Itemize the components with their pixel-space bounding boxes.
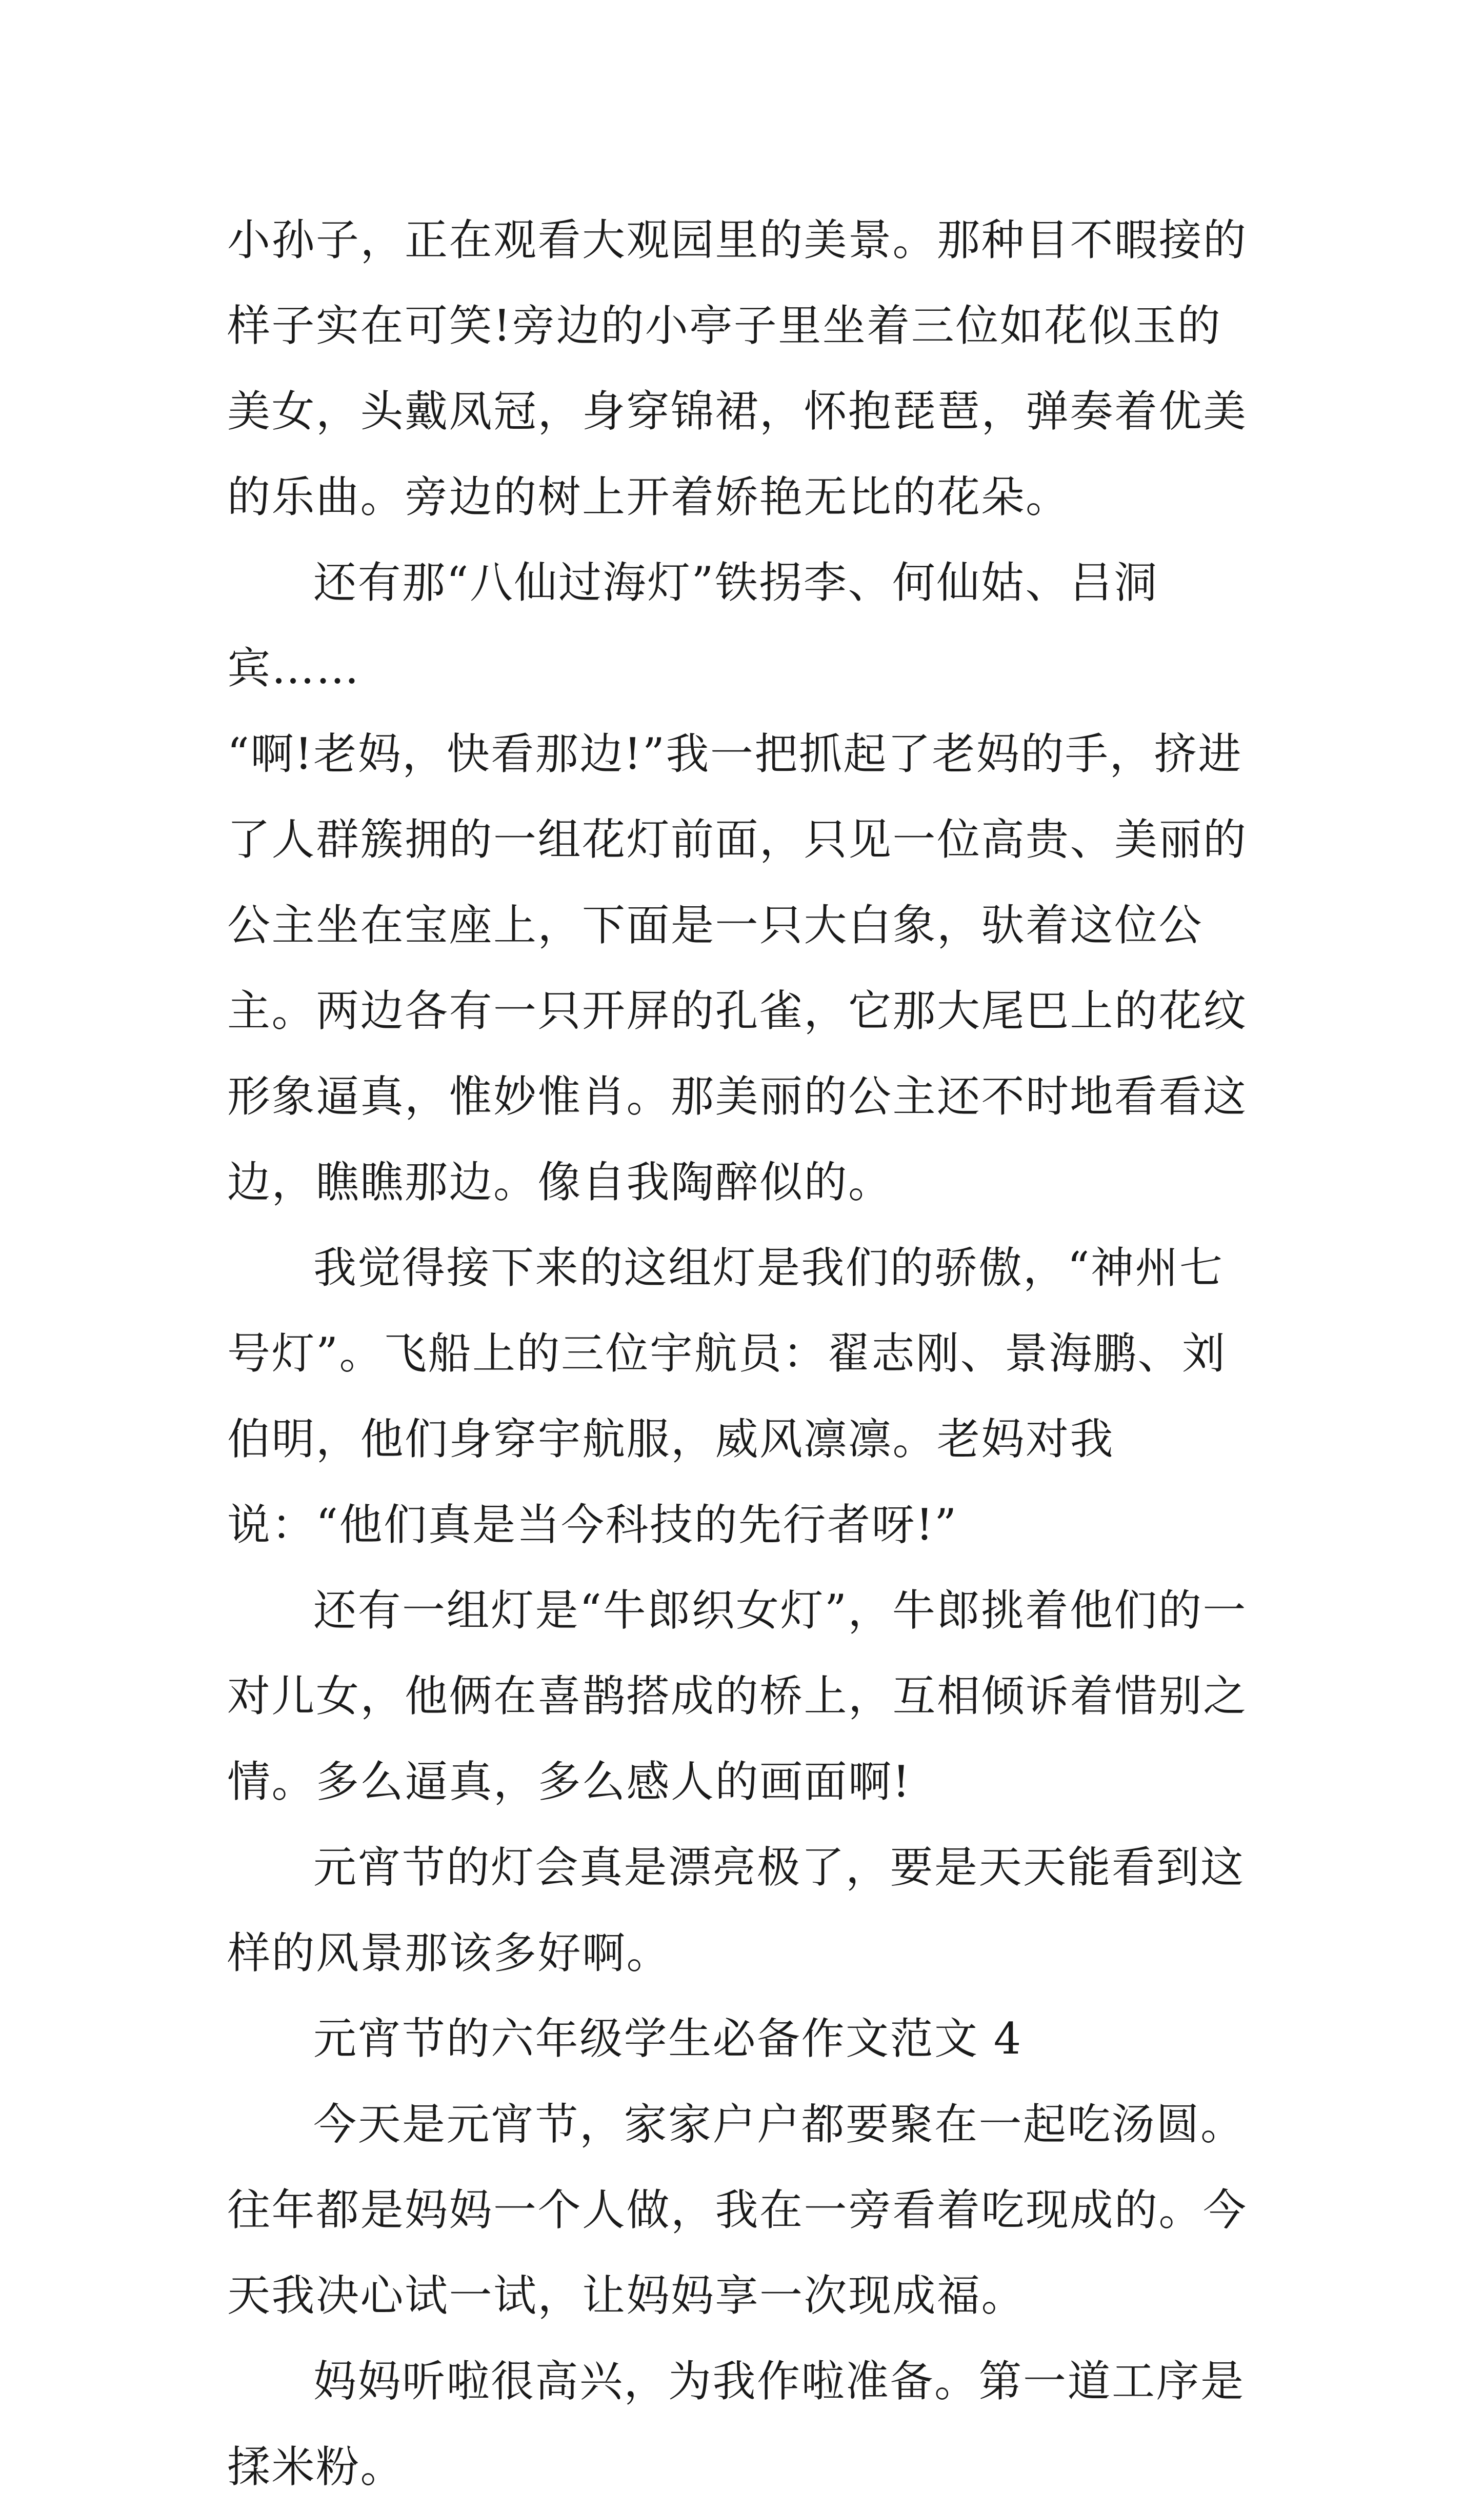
paragraph-6: 元宵节的灯会真是漂亮极了，要是天天能看到这样的风景那该多好啊。	[227, 1842, 1245, 1978]
paragraph-7: 今天是元宵节，家家户户都要聚在一起吃汤圆。往年都是妈妈一个人做，我在一旁看着吃现成的。今天我决心试一试，让妈妈享一次现成福。	[227, 2099, 1248, 2321]
paragraph-4: 我觉得接下来的这组灯是我们的骄傲，“神州七号灯”。飞船上的三位宇航员：翟志刚、景海鹏、刘伯明，他们身穿宇航服，威风凛凛。老妈对我说：“他们真是当今科技的先行者呀!”	[227, 1243, 1227, 1550]
paragraph-8: 妈妈听啦很高兴，为我作啦准备。第一道工序是揉米粉。	[227, 2356, 1245, 2492]
paragraph-1: 小孙子，正在观看大观园里的美景。那种目不暇接的样子实在可笑!旁边的小亭子里坐着三位如花似玉的美女，头戴凤冠，身穿锦裙，怀抱琵琶，弹奏着优美的乐曲。旁边的树上开着娇艳无比的花朵。	[227, 215, 1248, 522]
essay-body	[227, 197, 1258, 2510]
paragraph-5: 还有一组灯是“牛郎织女灯”，牛郎挑着他们的一对儿女，他俩在喜鹊搭成的桥上，互相倾诉着惜别之情。多么逼真，多么感人的画面啊!	[227, 1585, 1248, 1807]
paragraph-3: “啊!老妈，快看那边!”我一把抓起了老妈的手，挤进了人群簇拥的一组花灯前面，只见一位高贵、美丽的公主坐在宝座上，下面是一只大白象，驮着这位公主。两边各有一只开屏的孔雀，它那大尾巴上的花纹形象逼真，惟妙惟肖。那美丽的公主还不时地看看这边，瞧瞧那边。像自我陶醉似的。	[227, 729, 1248, 1207]
paragraph-2: 还有那“八仙过海灯”铁拐李、何仙姑、吕洞宾……	[227, 557, 1158, 693]
section-heading: 元宵节的六年级学生必备作文范文 4	[313, 2014, 1022, 2064]
